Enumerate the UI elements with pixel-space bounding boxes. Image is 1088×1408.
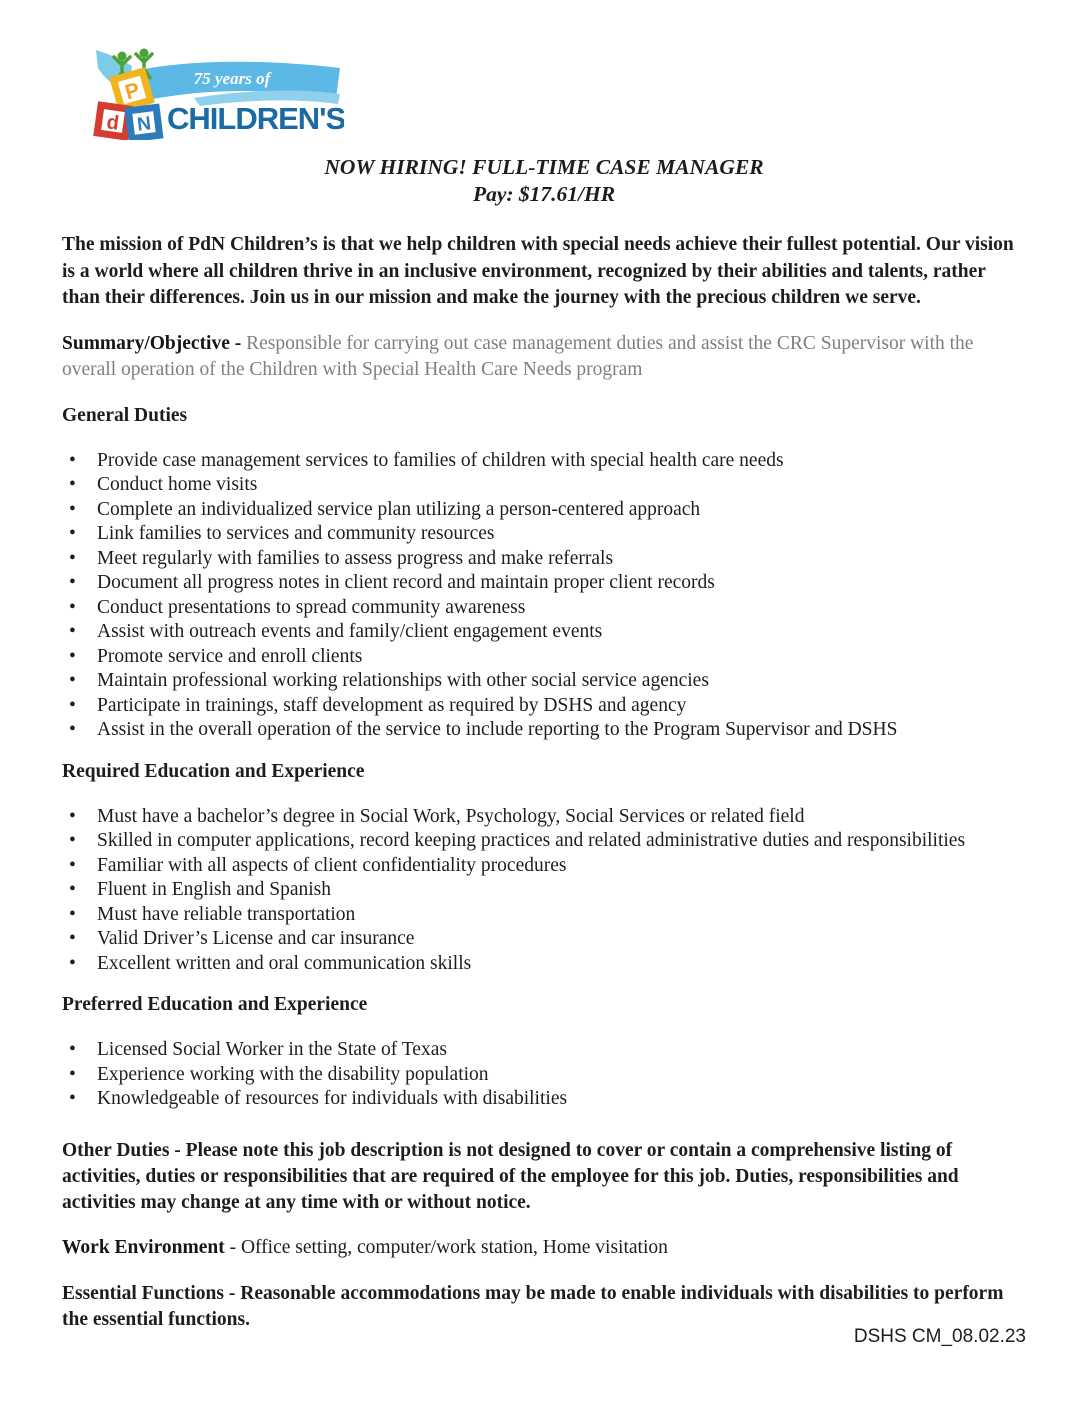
work-environment-text: - Office setting, computer/work station, Home visitation <box>229 1237 668 1258</box>
block-letter-d: d <box>105 111 121 135</box>
summary-text: Responsible for carrying out case management duties and assist the CRC Supervisor with the overall operation of the Children with Special Health Care Needs program <box>62 333 974 380</box>
bullet-item: • Excellent written and oral communication skills <box>62 952 1026 977</box>
summary-label: Summary/Objective - <box>62 333 242 354</box>
bullet-item: • Fluent in English and Spanish <box>62 878 1026 903</box>
work-environment-label: Work Environment <box>62 1237 225 1258</box>
bullet-item: • Assist in the overall operation of the service to include reporting to the Program Supervisor and DSHS <box>62 718 1026 743</box>
logo-brand-text: CHILDREN'S <box>167 101 344 136</box>
sections-container <box>62 403 1026 1112</box>
bullet-item: • Valid Driver’s License and car insurance <box>62 927 1026 952</box>
work-environment-paragraph <box>62 1235 1026 1261</box>
bullet-item: • Conduct presentations to spread community awareness <box>62 596 1026 621</box>
other-duties-text: Please note this job description is not designed to cover or contain a comprehensive listing of activities, duties or responsibilities that are required of the employee for this job. Duties, responsibilities and activities may change at any time with or without notice. <box>62 1139 959 1213</box>
bullet-item: • Must have a bachelor’s degree in Social Work, Psychology, Social Services or related field <box>62 805 1026 830</box>
essential-functions-label: Essential Functions - <box>62 1283 236 1304</box>
bullet-item: • Familiar with all aspects of client confidentiality procedures <box>62 854 1026 879</box>
summary-paragraph <box>62 331 1026 383</box>
other-duties-paragraph <box>62 1138 1026 1216</box>
logo-banner-text: 75 years of <box>193 69 271 88</box>
bullet-item: • Document all progress notes in client record and maintain proper client records <box>62 571 1026 596</box>
mission-paragraph: The mission of PdN Children’s is that we help children with special needs achieve their fullest potential. Our vision is a world where all children thrive in an inclusive environment, recognized by their abilities and talents, rather than their differences. Join us in our mission and make the journey with the precious children we serve. <box>62 234 1014 308</box>
organization-logo <box>74 40 1026 140</box>
bullet-item: • Participate in trainings, staff development as required by DSHS and agency <box>62 694 1026 719</box>
bullet-list <box>62 1038 1026 1112</box>
children-logo-icon <box>74 40 344 140</box>
section-heading: Preferred Education and Experience <box>62 994 368 1015</box>
section-heading: General Duties <box>62 404 188 426</box>
bullet-list <box>62 449 1026 743</box>
essential-functions-text: Reasonable accommodations may be made to enable individuals with disabilities to perform the essential functions. <box>62 1283 1004 1330</box>
bullet-item: • Promote service and enroll clients <box>62 645 1026 670</box>
bullet-item: • Must have reliable transportation <box>62 903 1026 928</box>
page-title <box>62 154 1026 208</box>
bullet-item: • Complete an individualized service plan utilizing a person-centered approach <box>62 498 1026 523</box>
bullet-item: • Provide case management services to families of children with special health care needs <box>62 449 1026 474</box>
document-footer: DSHS CM_08.02.23 <box>853 1326 1026 1347</box>
section-heading: Required Education and Experience <box>62 760 365 782</box>
title-line-2: Pay: $17.61/HR <box>472 182 616 206</box>
bullet-item: • Licensed Social Worker in the State of Texas <box>62 1038 1026 1063</box>
bullet-item: • Skilled in computer applications, record keeping practices and related administrative duties and responsibilities <box>62 829 1026 854</box>
block-letter-n: N <box>136 113 153 136</box>
title-line-1: NOW HIRING! FULL-TIME CASE MANAGER <box>324 155 764 179</box>
bullet-item: • Assist with outreach events and family/client engagement events <box>62 620 1026 645</box>
bullet-item: • Maintain professional working relationships with other social service agencies <box>62 669 1026 694</box>
bullet-item: • Knowledgeable of resources for individuals with disabilities <box>62 1087 1026 1112</box>
bullet-item: • Meet regularly with families to assess progress and make referrals <box>62 547 1026 572</box>
bullet-item: • Experience working with the disability population <box>62 1063 1026 1088</box>
block-letter-p: P <box>122 78 143 105</box>
bullet-item: • Conduct home visits <box>62 473 1026 498</box>
bullet-item: • Link families to services and community resources <box>62 522 1026 547</box>
bullet-list <box>62 805 1026 977</box>
other-duties-label: Other Duties - <box>62 1139 181 1161</box>
